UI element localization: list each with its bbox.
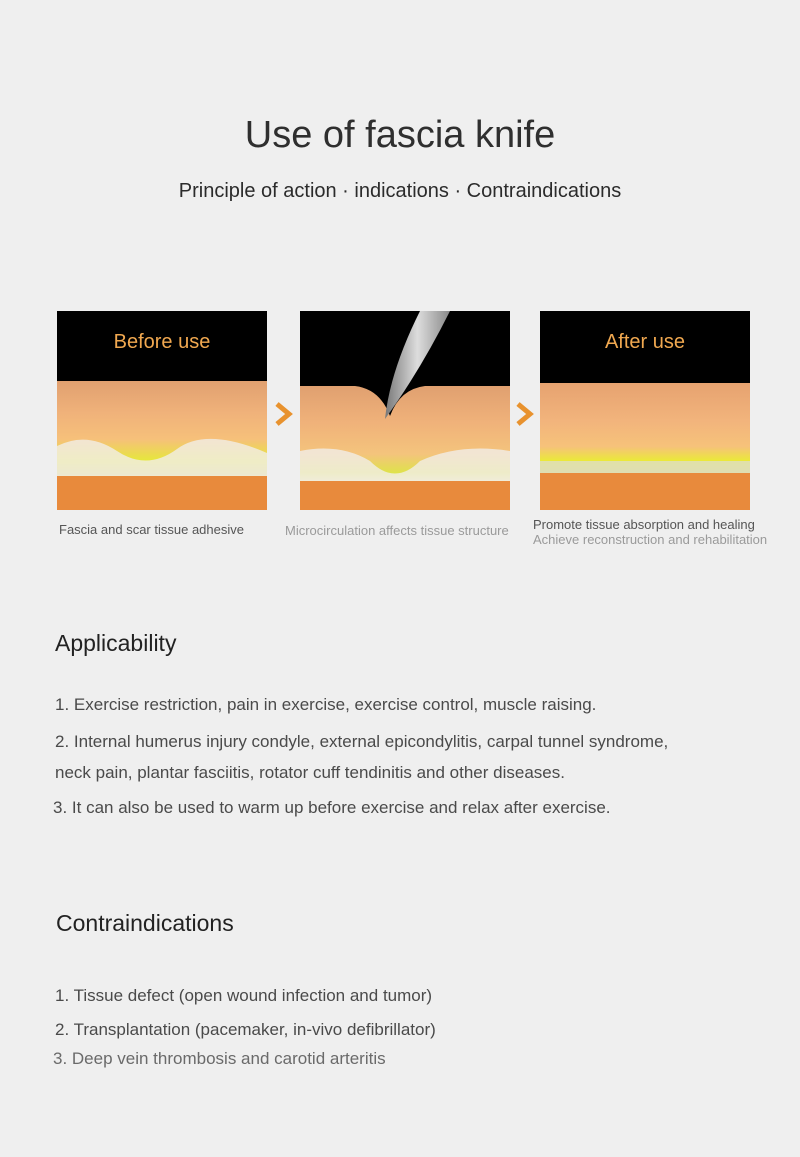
after-use-caption-secondary: Achieve reconstruction and rehabilitation [533,532,768,547]
before-use-image [57,311,267,510]
page-subtitle: Principle of action · indications · Contraindications [178,180,622,202]
applicability-item: 1. Exercise restriction, pain in exercise, exercise control, muscle raising. [55,695,597,714]
applicability-item: 3. It can also be used to warm up before exercise and relax after exercise. [53,798,611,817]
after-use-caption: Promote tissue absorption and healing [533,517,755,532]
page-title: Use of fascia knife [244,114,556,156]
contraindications-item: 2. Transplantation (pacemaker, in-vivo defibrillator) [55,1020,436,1039]
applicability-heading: Applicability [55,630,177,656]
after-use-image [540,311,750,510]
arrow-right-icon [274,401,294,427]
contraindications-heading: Contraindications [56,910,234,936]
arrow-right-icon [515,401,535,427]
knife-action-caption: Microcirculation affects tissue structure [285,523,509,538]
knife-action-image [300,311,510,510]
contraindications-item: 1. Tissue defect (open wound infection and tumor) [55,986,433,1005]
before-use-caption: Fascia and scar tissue adhesive [59,522,244,537]
applicability-item: 2. Internal humerus injury condyle, external epicondylitis, carpal tunnel syndrome, [55,732,669,751]
applicability-item: neck pain, plantar fasciitis, rotator cuff tendinitis and other diseases. [55,763,565,782]
contraindications-item: 3. Deep vein thrombosis and carotid arteritis [53,1049,386,1068]
after-use-label: After use [604,331,686,353]
before-use-label: Before use [113,331,211,353]
